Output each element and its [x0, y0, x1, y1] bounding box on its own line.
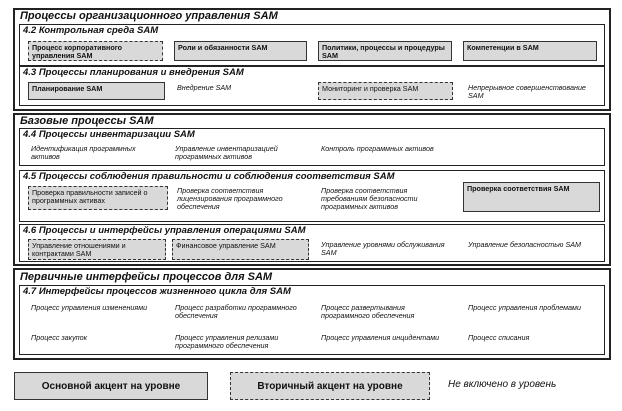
process-financial-management: Финансовое управление SAM [172, 239, 309, 260]
process-security-management: Управление безопасностью SAM [468, 240, 582, 249]
process-service-level: Управление уровнями обслуживания SAM [321, 240, 445, 258]
legend-primary: Основной акцент на уровне [14, 372, 208, 400]
process-problem-management: Процесс управления проблемами [468, 303, 581, 312]
process-retirement: Процесс списания [468, 333, 530, 342]
process-sam-planning: Планирование SAM [28, 82, 165, 100]
process-security-compliance: Проверка соответствия требованиям безопасности программных активов [321, 186, 418, 212]
process-roles-responsibilities: Роли и обязанности SAM [174, 41, 307, 61]
process-policies-procedures: Политики, процессы и процедуры SAM [318, 41, 452, 61]
legend-none: Не включено в уровень [448, 379, 557, 390]
section-4-4-title: 4.4 Процессы инвентаризации SAM [23, 129, 195, 140]
section-4-3-title: 4.3 Процессы планирования и внедрения SAM [23, 67, 244, 78]
process-competencies: Компетенции в SAM [463, 41, 597, 61]
process-license-compliance: Проверка соответствия лицензирования программного обеспечения [177, 186, 283, 212]
process-asset-control: Контроль программных активов [321, 144, 434, 153]
group-core-title: Базовые процессы SAM [20, 115, 154, 127]
process-incident-management: Процесс управления инцидентами [321, 333, 440, 342]
section-4-5-title: 4.5 Процессы соблюдения правильности и соблюдения соответствия SAM [23, 171, 395, 182]
process-monitoring-review: Мониторинг и проверка SAM [318, 82, 453, 100]
process-inventory-management: Управление инвентаризацией программных активов [175, 144, 278, 162]
legend-secondary: Вторичный акцент на уровне [230, 372, 430, 400]
section-4-2-title: 4.2 Контрольная среда SAM [23, 25, 159, 36]
process-software-development: Процесс разработки программного обеспечения [175, 303, 297, 321]
process-release-management: Процесс управления релизами программного обеспечения [175, 333, 279, 351]
section-4-6-title: 4.6 Процессы и интерфейсы управления операциями SAM [23, 225, 306, 236]
process-acquisition: Процесс закупок [31, 333, 88, 342]
process-change-management: Процесс управления изменениями [31, 303, 148, 312]
process-relationship-contract: Управление отношениями и контрактами SAM [28, 239, 166, 260]
process-sam-conformance: Проверка соответствия SAM [463, 182, 600, 212]
process-continual-improvement: Непрерывное совершенствование SAM [468, 83, 586, 101]
process-software-deployment: Процесс развертывания программного обеспечения [321, 303, 415, 321]
group-primary-title: Первичные интерфейсы процессов для SAM [20, 271, 273, 283]
process-record-verification: Проверка правильности записей о программных активах [28, 186, 168, 210]
process-sam-implementation: Внедрение SAM [177, 83, 232, 92]
section-4-7-title: 4.7 Интерфейсы процессов жизненного цикла для SAM [23, 286, 291, 297]
group-organizational-title: Процессы организационного управления SAM [20, 10, 278, 22]
process-asset-identification: Идентификация программных активов [31, 144, 136, 162]
process-corporate-governance: Процесс корпоративного управления SAM [28, 41, 163, 61]
